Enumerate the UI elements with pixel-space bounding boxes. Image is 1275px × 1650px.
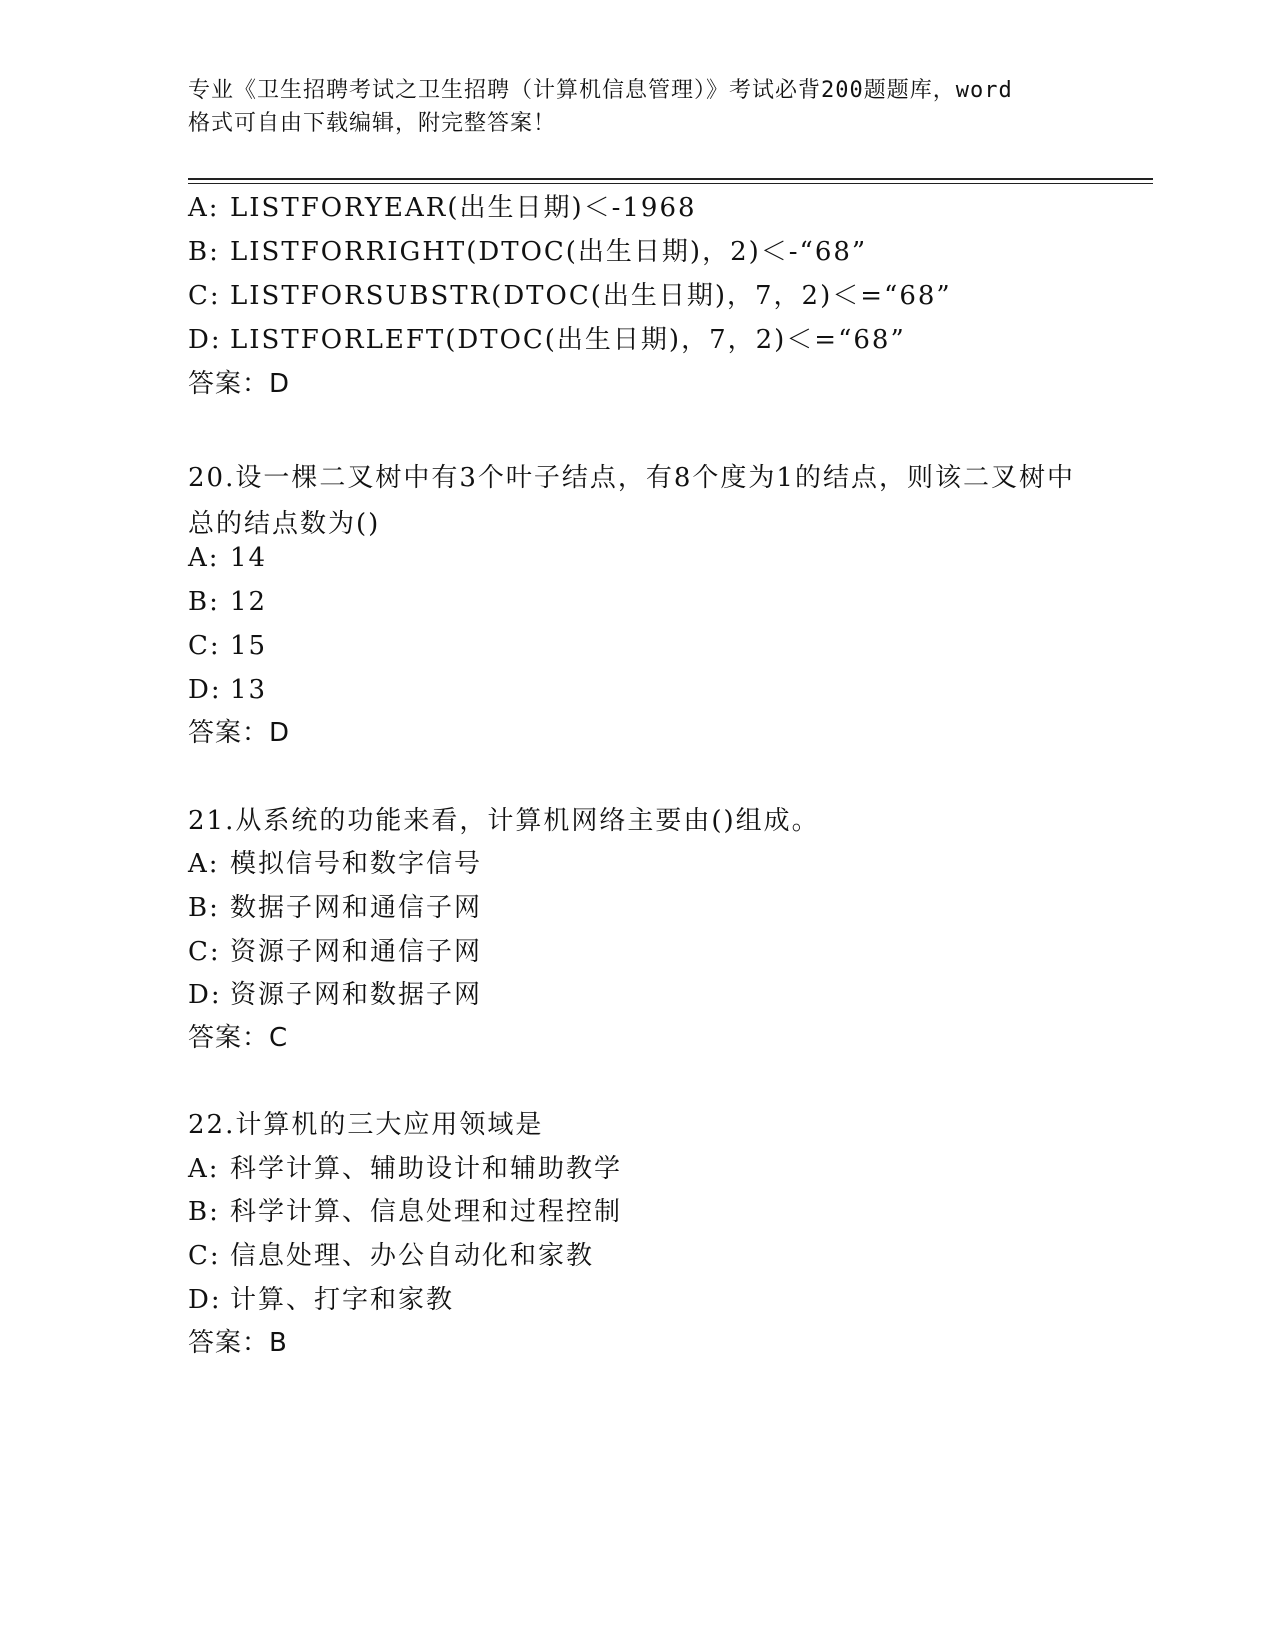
q22-option-d: D: 计算、打字和家教 [188, 1285, 455, 1315]
q20-option-d: D: 13 [188, 675, 268, 705]
q22-question: 22.计算机的三大应用领域是 [188, 1110, 544, 1140]
header-divider-thin [188, 183, 1153, 184]
header-divider-thick [188, 178, 1153, 180]
q20-option-a: A: 14 [188, 543, 268, 573]
q20-option-c: C: 15 [188, 631, 268, 661]
q19-option-a: A: LISTFORYEAR(出生日期)＜-1968 [188, 193, 697, 223]
q22-option-b: B: 科学计算、信息处理和过程控制 [188, 1197, 623, 1227]
q19-option-b: B: LISTFORRIGHT(DTOC(出生日期)，2)＜-“68” [188, 237, 868, 267]
document-header [188, 74, 1088, 140]
q22-option-a: A: 科学计算、辅助设计和辅助教学 [188, 1154, 623, 1184]
header-line-2: 格式可自由下载编辑，附完整答案！ [188, 111, 557, 136]
q21-option-a: A: 模拟信号和数字信号 [188, 849, 483, 879]
header-line-1: 专业《卫生招聘考试之卫生招聘（计算机信息管理）》考试必背200题题库，word [188, 78, 1013, 103]
q19-answer: 答案：D [188, 369, 291, 399]
q21-option-c: C: 资源子网和通信子网 [188, 937, 483, 967]
q19-option-d: D: LISTFORLEFT(DTOC(出生日期)，7，2)＜=“68” [188, 325, 906, 355]
q22-answer: 答案：B [188, 1328, 288, 1358]
q20-question: 20.设一棵二叉树中有3个叶子结点，有8个度为1的结点，则该二叉树中总的结点数为() [188, 463, 1075, 539]
q22-option-c: C: 信息处理、办公自动化和家教 [188, 1241, 595, 1271]
q19-option-c: C: LISTFORSUBSTR(DTOC(出生日期)，7，2)＜=“68” [188, 281, 952, 311]
q21-option-b: B: 数据子网和通信子网 [188, 893, 483, 923]
q21-question: 21.从系统的功能来看，计算机网络主要由()组成。 [188, 806, 820, 836]
q21-answer: 答案：C [188, 1023, 289, 1053]
q20-answer: 答案：D [188, 718, 291, 748]
q21-option-d: D: 资源子网和数据子网 [188, 980, 483, 1010]
q20-option-b: B: 12 [188, 587, 268, 617]
